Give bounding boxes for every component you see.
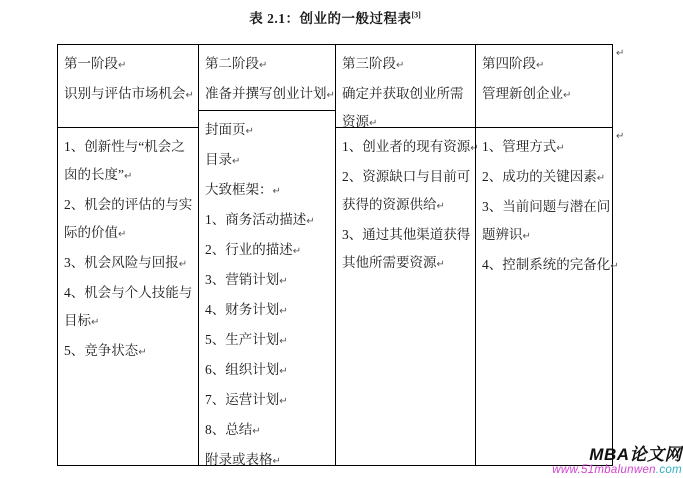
- table-paragraph: 2、资源缺口与目前可获得的资源供给↵: [342, 169, 471, 212]
- caption-reference: [3]: [411, 10, 421, 20]
- table-paragraph: 5、生产计划↵: [205, 332, 288, 347]
- table-paragraph: 管理新创企业↵: [482, 86, 572, 101]
- table-paragraph: 1、管理方式↵: [482, 139, 565, 154]
- paragraph-text: 大致框架：: [205, 182, 273, 197]
- paragraph-text: 4、控制系统的完备化: [482, 257, 611, 272]
- table-column-1: [58, 45, 198, 465]
- entrepreneurship-process-table: [57, 44, 619, 467]
- paragraph-text: 封面页: [205, 122, 246, 137]
- table-paragraph: 3、通过其他渠道获得其他所需要资源↵: [342, 227, 471, 270]
- watermark-brand: MBA论文网: [589, 445, 682, 464]
- body-cell-stage-1: [58, 128, 198, 465]
- header-cell-stage-1: [58, 45, 198, 128]
- paragraph-text: 2、机会的评估的与实际的价值: [64, 197, 193, 240]
- row-end-mark: ↵: [616, 48, 625, 59]
- watermark-url-tld: .com: [655, 464, 682, 476]
- paragraph-text: 6、组织计划: [205, 362, 280, 377]
- table-column-2: [198, 45, 335, 465]
- table-paragraph: 确定并获取创业所需资源↵: [342, 86, 464, 129]
- table-paragraph: 大致框架：↵: [205, 182, 281, 197]
- paragraph-text: 附录或表格: [205, 452, 273, 467]
- paragraph-text: 8、总结: [205, 422, 253, 437]
- table-paragraph: 3、当前问题与潜在问题辨识↵: [482, 199, 611, 242]
- paragraph-text: 确定并获取创业所需资源: [342, 86, 464, 129]
- table-paragraph: 准备并撰写创业计划↵: [205, 86, 335, 101]
- paragraph-text: 5、竞争状态: [64, 343, 139, 358]
- table-paragraph: 1、商务活动描述↵: [205, 212, 315, 227]
- table-paragraph: 2、行业的描述↵: [205, 242, 302, 257]
- table-paragraph: 1、创业者的现有资源↵: [342, 139, 479, 154]
- row-end-mark: ↵: [616, 131, 625, 142]
- table-column-4: [475, 45, 619, 465]
- paragraph-text: 3、营销计划: [205, 272, 280, 287]
- table-paragraph: 2、机会的评估的与实际的价值↵: [64, 197, 193, 240]
- header-cell-stage-3: [336, 45, 475, 128]
- paragraph-text: 3、通过其他渠道获得其他所需要资源: [342, 227, 471, 270]
- paragraph-text: 4、机会与个人技能与目标: [64, 285, 193, 328]
- table-paragraph: 4、机会与个人技能与目标↵: [64, 285, 193, 328]
- paragraph-text: 5、生产计划: [205, 332, 280, 347]
- watermark-url: [552, 464, 682, 476]
- table-paragraph: 4、控制系统的完备化↵: [482, 257, 619, 272]
- watermark-url-main: www.51mbalunwen: [552, 464, 656, 476]
- paragraph-text: 2、成功的关键因素: [482, 169, 597, 184]
- paragraph-text: 准备并撰写创业计划: [205, 86, 327, 101]
- table-paragraph: 7、运营计划↵: [205, 392, 288, 407]
- paragraph-text: 管理新创企业: [482, 86, 563, 101]
- paragraph-text: 4、财务计划: [205, 302, 280, 317]
- paragraph-text: 第四阶段: [482, 56, 536, 71]
- paragraph-text: 2、资源缺口与目前可获得的资源供给: [342, 169, 471, 212]
- table-paragraph: 2、成功的关键因素↵: [482, 169, 606, 184]
- body-cell-stage-3: [336, 128, 479, 465]
- table-column-3: [335, 45, 479, 465]
- table-paragraph: 8、总结↵: [205, 422, 261, 437]
- table-paragraph: 附录或表格↵: [205, 452, 281, 467]
- table-paragraph: 1、创新性与“机会之囱的长度”↵: [64, 139, 185, 182]
- paragraph-text: 1、管理方式: [482, 139, 557, 154]
- paragraph-text: 第三阶段: [342, 56, 396, 71]
- body-cell-stage-2: [199, 111, 335, 476]
- watermark: [552, 446, 682, 476]
- table-paragraph: 封面页↵: [205, 122, 254, 137]
- paragraph-text: 1、创新性与“机会之囱的长度”: [64, 139, 185, 182]
- paragraph-text: 1、商务活动描述: [205, 212, 307, 227]
- paragraph-text: 2、行业的描述: [205, 242, 293, 257]
- table-paragraph: 4、财务计划↵: [205, 302, 288, 317]
- table-caption: [57, 7, 613, 27]
- paragraph-text: 3、当前问题与潜在问题辨识: [482, 199, 611, 242]
- caption-text: 表 2.1：创业的一般过程表: [249, 11, 412, 26]
- table-paragraph: 3、营销计划↵: [205, 272, 288, 287]
- paragraph-text: 第一阶段: [64, 56, 118, 71]
- paragraph-text: 1、创业者的现有资源: [342, 139, 471, 154]
- table-paragraph: 第一阶段↵: [64, 56, 127, 71]
- table-paragraph: 第三阶段↵: [342, 56, 405, 71]
- table-paragraph: 识别与评估市场机会↵: [64, 86, 194, 101]
- header-cell-stage-2: [199, 45, 335, 111]
- paragraph-text: 识别与评估市场机会: [64, 86, 186, 101]
- table-paragraph: 3、机会风险与回报↵: [64, 255, 188, 270]
- header-cell-stage-4: [476, 45, 612, 128]
- table-paragraph: 5、竞争状态↵: [64, 343, 147, 358]
- paragraph-text: 第二阶段: [205, 56, 259, 71]
- table-paragraph: 6、组织计划↵: [205, 362, 288, 377]
- body-cell-stage-4: [476, 128, 619, 465]
- paragraph-text: 目录: [205, 152, 232, 167]
- table-paragraph: 目录↵: [205, 152, 241, 167]
- table-paragraph: 第四阶段↵: [482, 56, 545, 71]
- paragraph-text: 3、机会风险与回报: [64, 255, 179, 270]
- table-paragraph: 第二阶段↵: [205, 56, 268, 71]
- paragraph-text: 7、运营计划: [205, 392, 280, 407]
